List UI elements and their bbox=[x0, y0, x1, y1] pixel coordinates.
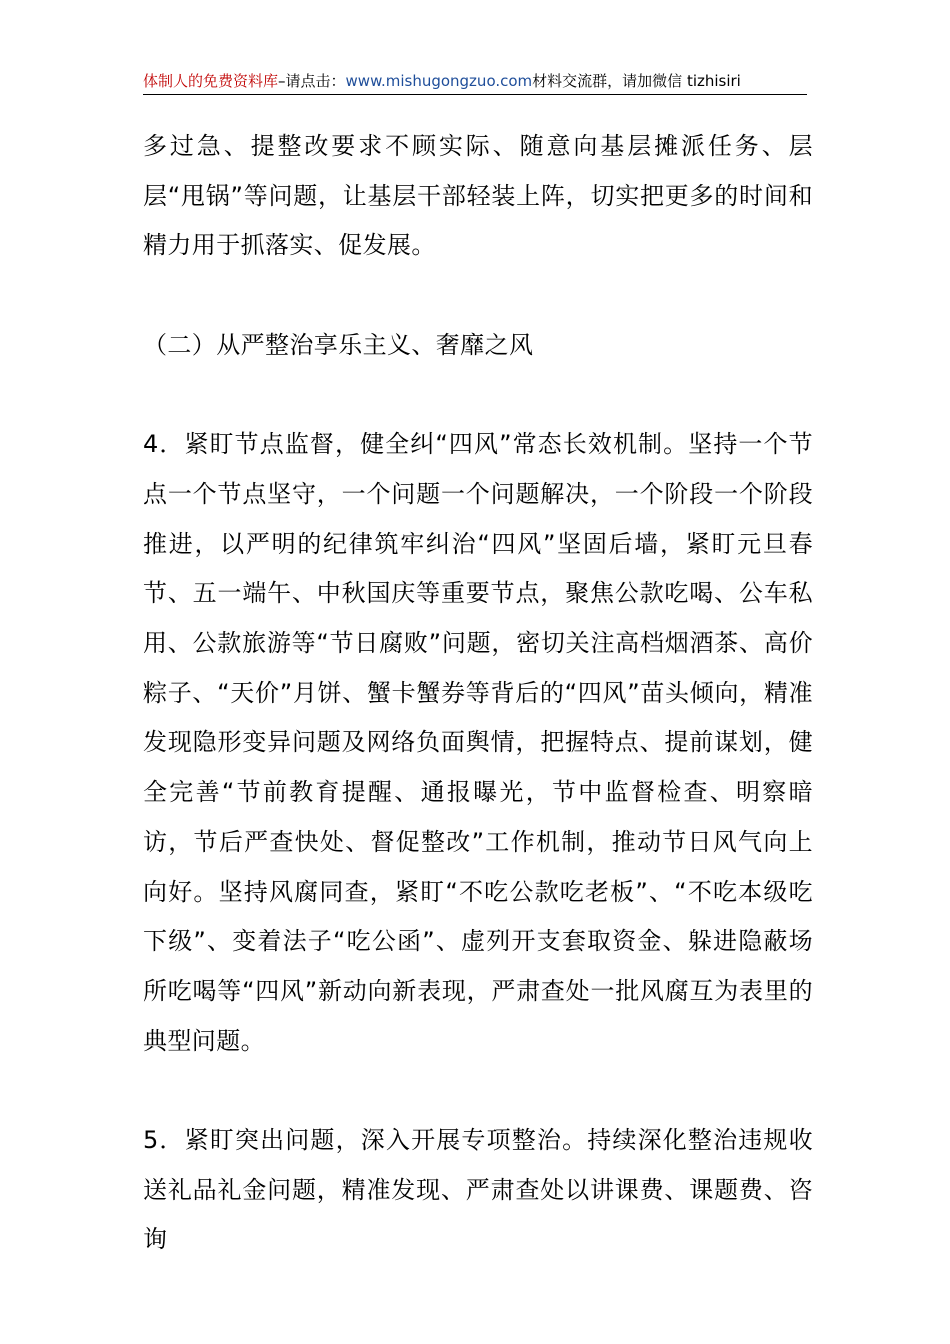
header-prompt: –请点击： bbox=[278, 72, 346, 90]
paragraph-item-5: 5．紧盯突出问题，深入开展专项整治。持续深化整治违规收送礼品礼金问题，精准发现、严肃查处以讲课费、课题费、咨询 bbox=[143, 1126, 813, 1254]
header-url-link[interactable]: www.mishugongzuo.com bbox=[345, 72, 533, 90]
paragraph-continuation: 多过急、提整改要求不顾实际、随意向基层摊派任务、层层“甩锅”等问题，让基层干部轻装上阵，切实把更多的时间和精力用于抓落实、促发展。 bbox=[143, 132, 813, 260]
page-header bbox=[143, 70, 807, 95]
header-wechat-note: 材料交流群，请加微信 tizhisiri bbox=[532, 72, 741, 90]
section-heading: （二）从严整治享乐主义、奢靡之风 bbox=[143, 330, 534, 359]
paragraph-gap bbox=[143, 271, 813, 321]
paragraph-gap bbox=[143, 1066, 813, 1116]
document-body bbox=[143, 122, 813, 1265]
header-brand-link[interactable]: 体制人的免费资料库 bbox=[143, 72, 279, 90]
paragraph-gap bbox=[143, 371, 813, 421]
paragraph-item-4: 4．紧盯节点监督，健全纠“四风”常态长效机制。坚持一个节点一个节点坚守，一个问题一个问题解决，一个阶段一个阶段推进，以严明的纪律筑牢纠治“四风”坚固后墙，紧盯元旦春节、五一端午、中秋国庆等重要节点，聚焦公款吃喝、公车私用、公款旅游等“节日腐败”问题，密切关注高档烟酒茶、高价粽子、“天价”月饼、蟹卡蟹券等背后的“四风”苗头倾向，精准发现隐形变异问题及网络负面舆情，把握特点、提前谋划，健全完善“节前教育提醒、通报曝光，节中监督检查、明察暗访，节后严查快处、督促整改”工作机制，推动节日风气向上向好。坚持风腐同查，紧盯“不吃公款吃老板”、“不吃本级吃下级”、变着法子“吃公函”、虚列开支套取资金、躲进隐蔽场所吃喝等“四风”新动向新表现，严肃查处一批风腐互为表里的典型问题。 bbox=[143, 430, 813, 1055]
